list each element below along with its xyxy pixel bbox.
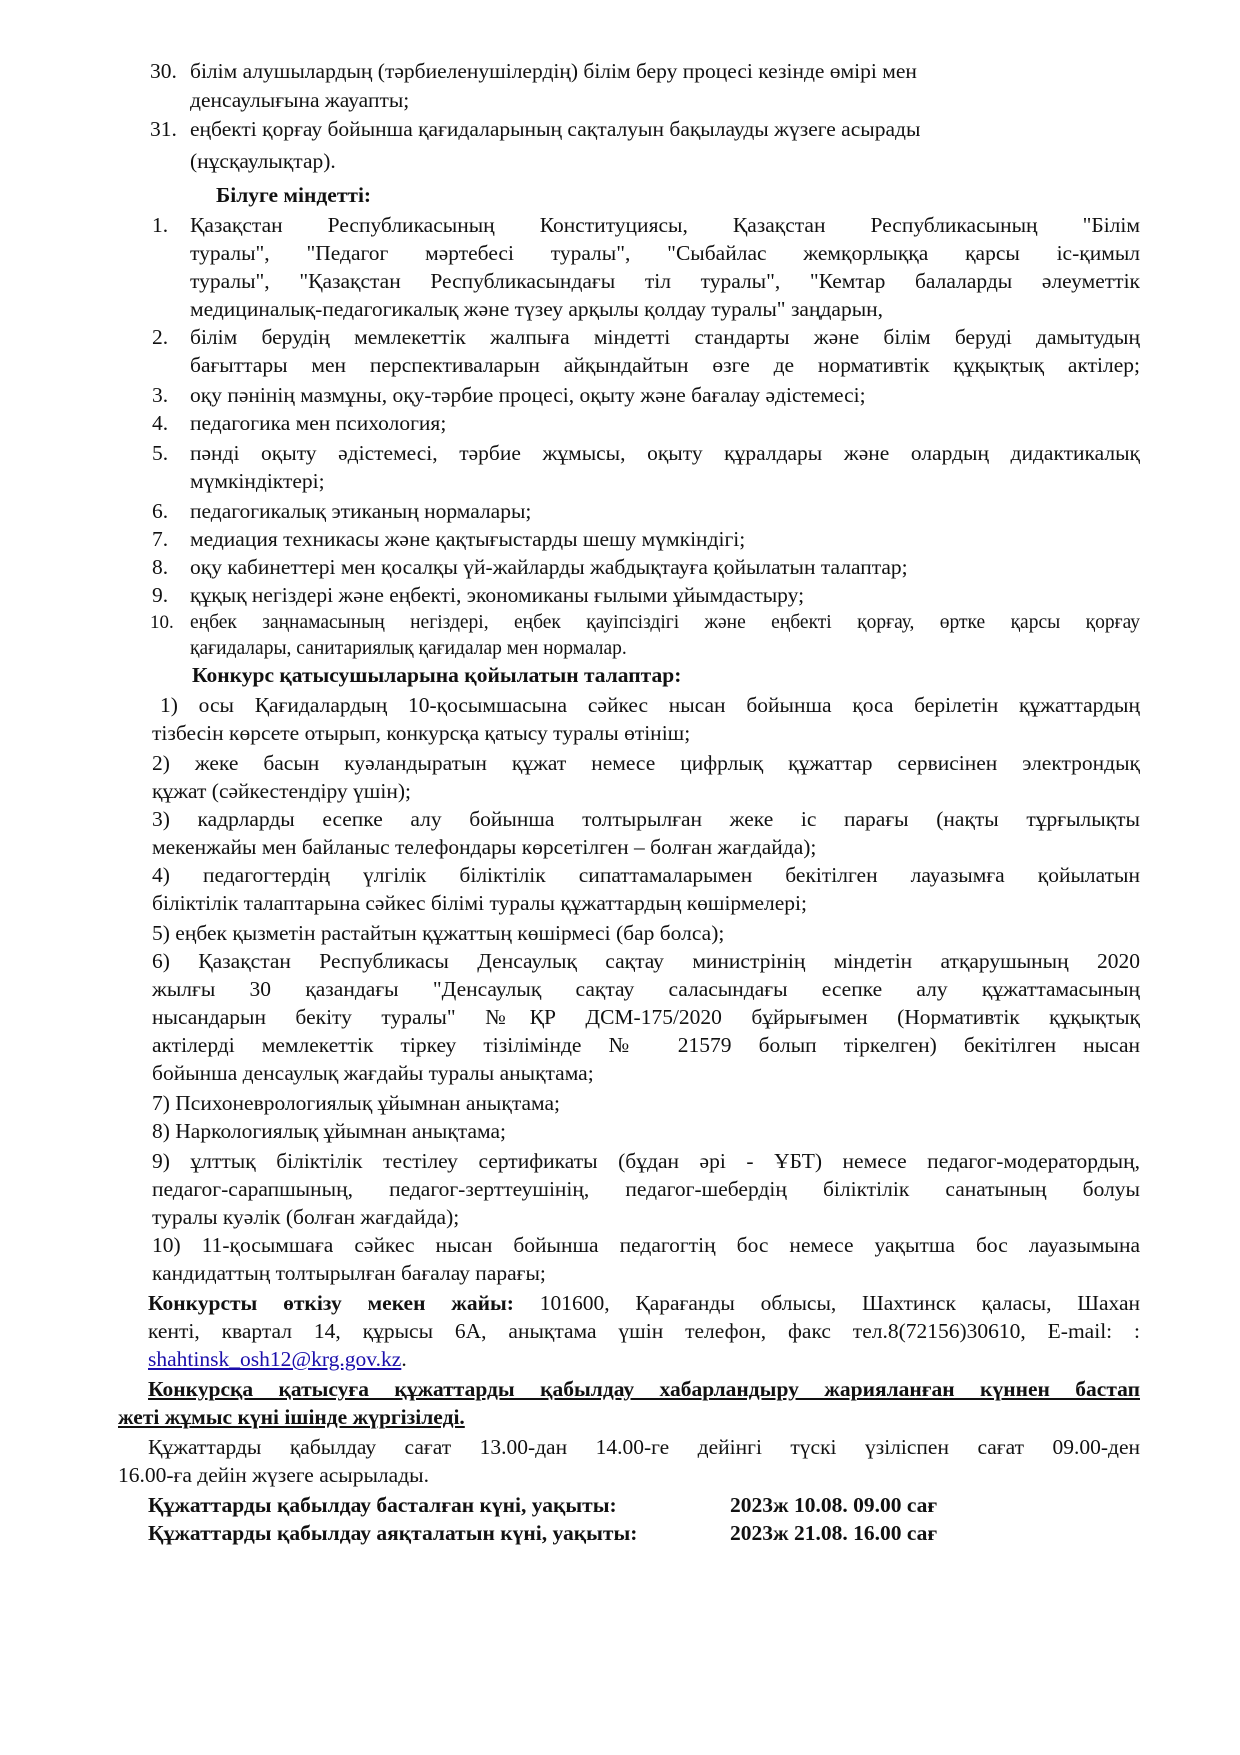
- requirement-line: 5) еңбек қызметін растайтын құжаттың көшірмесі (бар болса);: [152, 921, 725, 945]
- requirement-line: тізбесін көрсете отырып, конкурсқа қатысу туралы өтініш;: [152, 721, 691, 745]
- notice-line-2: жеті жұмыс күні ішінде жүргізіледі.: [118, 1405, 465, 1429]
- requirement-line: 8) Наркологиялық ұйымнан анықтама;: [152, 1119, 506, 1143]
- requirement-line: жылғы 30 қазандағы "Денсаулық сақтау саласындағы есепке алу құжаттамасының: [152, 977, 1140, 1001]
- address-line-1: [148, 1290, 1140, 1316]
- list-item-text: білім берудің мемлекеттік жалпыға міндетті стандарты және білім беруді дамытудың: [190, 325, 1140, 349]
- list-item-text: еңбек заңнамасының негіздері, еңбек қауіпсіздігі және еңбекті қорғау, өртке қарсы қорғау: [190, 612, 1140, 633]
- list-item-text: еңбекті қорғау бойынша қағидаларының сақталуын бақылауды жүзеге асырады: [190, 117, 921, 141]
- list-item-text: бағыттары мен перспективаларын айқындайтын өзге де нормативтік құқықтық актілер;: [190, 353, 1140, 377]
- list-item-text: медициналық-педагогикалық және түзеу арқылы қолдау туралы" заңдарын,: [190, 297, 884, 321]
- notice-line-1: Конкурсқа қатысуға құжаттарды қабылдау хабарландыру жарияланған күннен бастап: [148, 1377, 1140, 1401]
- list-number: 5.: [152, 441, 169, 465]
- list-number: 30.: [150, 59, 177, 83]
- requirement-line: 4) педагогтердің үлгілік біліктілік сипаттамаларымен бекітілген лауазымға қойылатын: [152, 863, 1140, 887]
- list-item-text: туралы", "Қазақстан Республикасындағы тіл туралы", "Кемтар балаларды әлеуметтік: [190, 269, 1140, 293]
- list-number: 4.: [152, 411, 169, 435]
- address-text: 101600, Қарағанды облысы, Шахтинск қаласы, Шахан: [513, 1291, 1140, 1315]
- requirement-line: туралы куәлік (болған жағдайда);: [152, 1205, 460, 1229]
- list-number: 3.: [152, 383, 169, 407]
- requirement-line: педагог-сарапшының, педагог-зерттеушінің, педагог-шебердің біліктілік санатының болуы: [152, 1177, 1140, 1201]
- list-item-text: білім алушылардың (тәрбиеленушілердің) білім беру процесі кезінде өмірі мен: [190, 59, 917, 83]
- list-number: 6.: [152, 499, 169, 523]
- list-item-text: педагогика мен психология;: [190, 411, 447, 435]
- address-label: Конкурсты өткізу мекен жайы:: [148, 1291, 514, 1315]
- list-item-text: (нұсқаулықтар).: [190, 149, 336, 173]
- requirement-line: 1) осы Қағидалардың 10-қосымшасына сәйкес нысан бойынша қоса берілетін құжаттардың: [160, 693, 1140, 717]
- requirement-line: кандидаттың толтырылған бағалау парағы;: [152, 1261, 546, 1285]
- requirement-line: 6) Қазақстан Республикасы Денсаулық сақтау министрінің міндетін атқарушының 2020: [152, 949, 1140, 973]
- list-item-text: құқық негіздері және еңбекті, экономиканы ғылыми ұйымдастыру;: [190, 583, 805, 607]
- requirement-line: 2) жеке басын куәландыратын құжат немесе цифрлық құжаттар сервисінен электрондық: [152, 751, 1140, 775]
- email-link[interactable]: shahtinsk_osh12@krg.gov.kz: [148, 1347, 402, 1371]
- list-number: 10.: [150, 612, 174, 633]
- requirement-line: 10) 11-қосымшаға сәйкес нысан бойынша педагогтің бос немесе уақытша бос лауазымына: [152, 1233, 1140, 1257]
- list-item-text: оқу пәнінің мазмұны, оқу-тәрбие процесі, оқыту және бағалау әдістемесі;: [190, 383, 866, 407]
- list-number: 7.: [152, 527, 169, 551]
- hours-line-1: Құжаттарды қабылдау сағат 13.00-дан 14.00-ге дейінгі түскі үзіліспен сағат 09.00-ден: [148, 1435, 1140, 1459]
- list-number: 31.: [150, 117, 177, 141]
- list-item-text: Қазақстан Республикасының Конституциясы, Қазақстан Республикасының "Білім: [190, 213, 1140, 237]
- end-date-value: 2023ж 21.08. 16.00 сағ: [730, 1521, 938, 1545]
- requirement-line: 9) ұлттық біліктілік тестілеу сертификаты (бұдан әрі - ҰБТ) немесе педагог-модератордың,: [152, 1149, 1140, 1173]
- requirement-line: құжат (сәйкестендіру үшін);: [152, 779, 411, 803]
- email-line: [148, 1346, 407, 1372]
- list-item-text: қағидалары, санитариялық қағидалар мен нормалар.: [190, 638, 627, 659]
- requirement-line: бойынша денсаулық жағдайы туралы анықтама;: [152, 1061, 594, 1085]
- list-item-text: туралы", "Педагог мәртебесі туралы", "Сыбайлас жемқорлыққа қарсы іс-қимыл: [190, 241, 1140, 265]
- list-item-text: педагогикалық этиканың нормалары;: [190, 499, 532, 523]
- start-date-label: Құжаттарды қабылдау басталған күні, уақыты:: [148, 1493, 617, 1517]
- hours-line-2: 16.00-ға дейін жүзеге асырылады.: [118, 1463, 429, 1487]
- list-item-text: денсаулығына жауапты;: [190, 88, 410, 112]
- start-date-value: 2023ж 10.08. 09.00 сағ: [730, 1493, 938, 1517]
- requirement-line: нысандарын бекіту туралы" №ҚР ДСМ-175/2020 бұйрығымен (Нормативтік құқықтық: [152, 1005, 1140, 1029]
- requirement-line: актілерді мемлекеттік тіркеу тізілімінде № 21579 болып тіркелген) бекітілген нысан: [152, 1033, 1140, 1057]
- list-number: 9.: [152, 583, 169, 607]
- requirement-line: 3) кадрларды есепке алу бойынша толтырылған жеке іс парағы (нақты тұрғылықты: [152, 807, 1140, 831]
- section-heading-knowledge: Білуге міндетті:: [216, 183, 372, 207]
- list-number: 2.: [152, 325, 169, 349]
- requirement-line: мекенжайы мен байланыс телефондары көрсетілген – болған жағдайда);: [152, 835, 817, 859]
- requirement-line: біліктілік талаптарына сәйкес білімі туралы құжаттардың көшірмелері;: [152, 891, 807, 915]
- requirement-line: 7) Психоневрологиялық ұйымнан анықтама;: [152, 1091, 560, 1115]
- list-number: 1.: [152, 213, 169, 237]
- section-heading-requirements: Конкурс қатысушыларына қойылатын талаптар:: [192, 663, 682, 687]
- list-number: 8.: [152, 555, 169, 579]
- end-date-label: Құжаттарды қабылдау аяқталатын күні, уақыты:: [148, 1521, 638, 1545]
- list-item-text: оқу кабинеттері мен қосалқы үй-жайларды жабдықтауға қойылатын талаптар;: [190, 555, 908, 579]
- email-suffix: .: [401, 1347, 407, 1371]
- address-line-2: кенті, квартал 14, құрысы 6А, анықтама үшін телефон, факс тел.8(72156)30610, E-mail: :: [148, 1319, 1140, 1343]
- list-item-text: медиация техникасы және қақтығыстарды шешу мүмкіндігі;: [190, 527, 746, 551]
- list-item-text: пәнді оқыту әдістемесі, тәрбие жұмысы, оқыту құралдары және олардың дидактикалық: [190, 441, 1140, 465]
- list-item-text: мүмкіндіктері;: [190, 469, 325, 493]
